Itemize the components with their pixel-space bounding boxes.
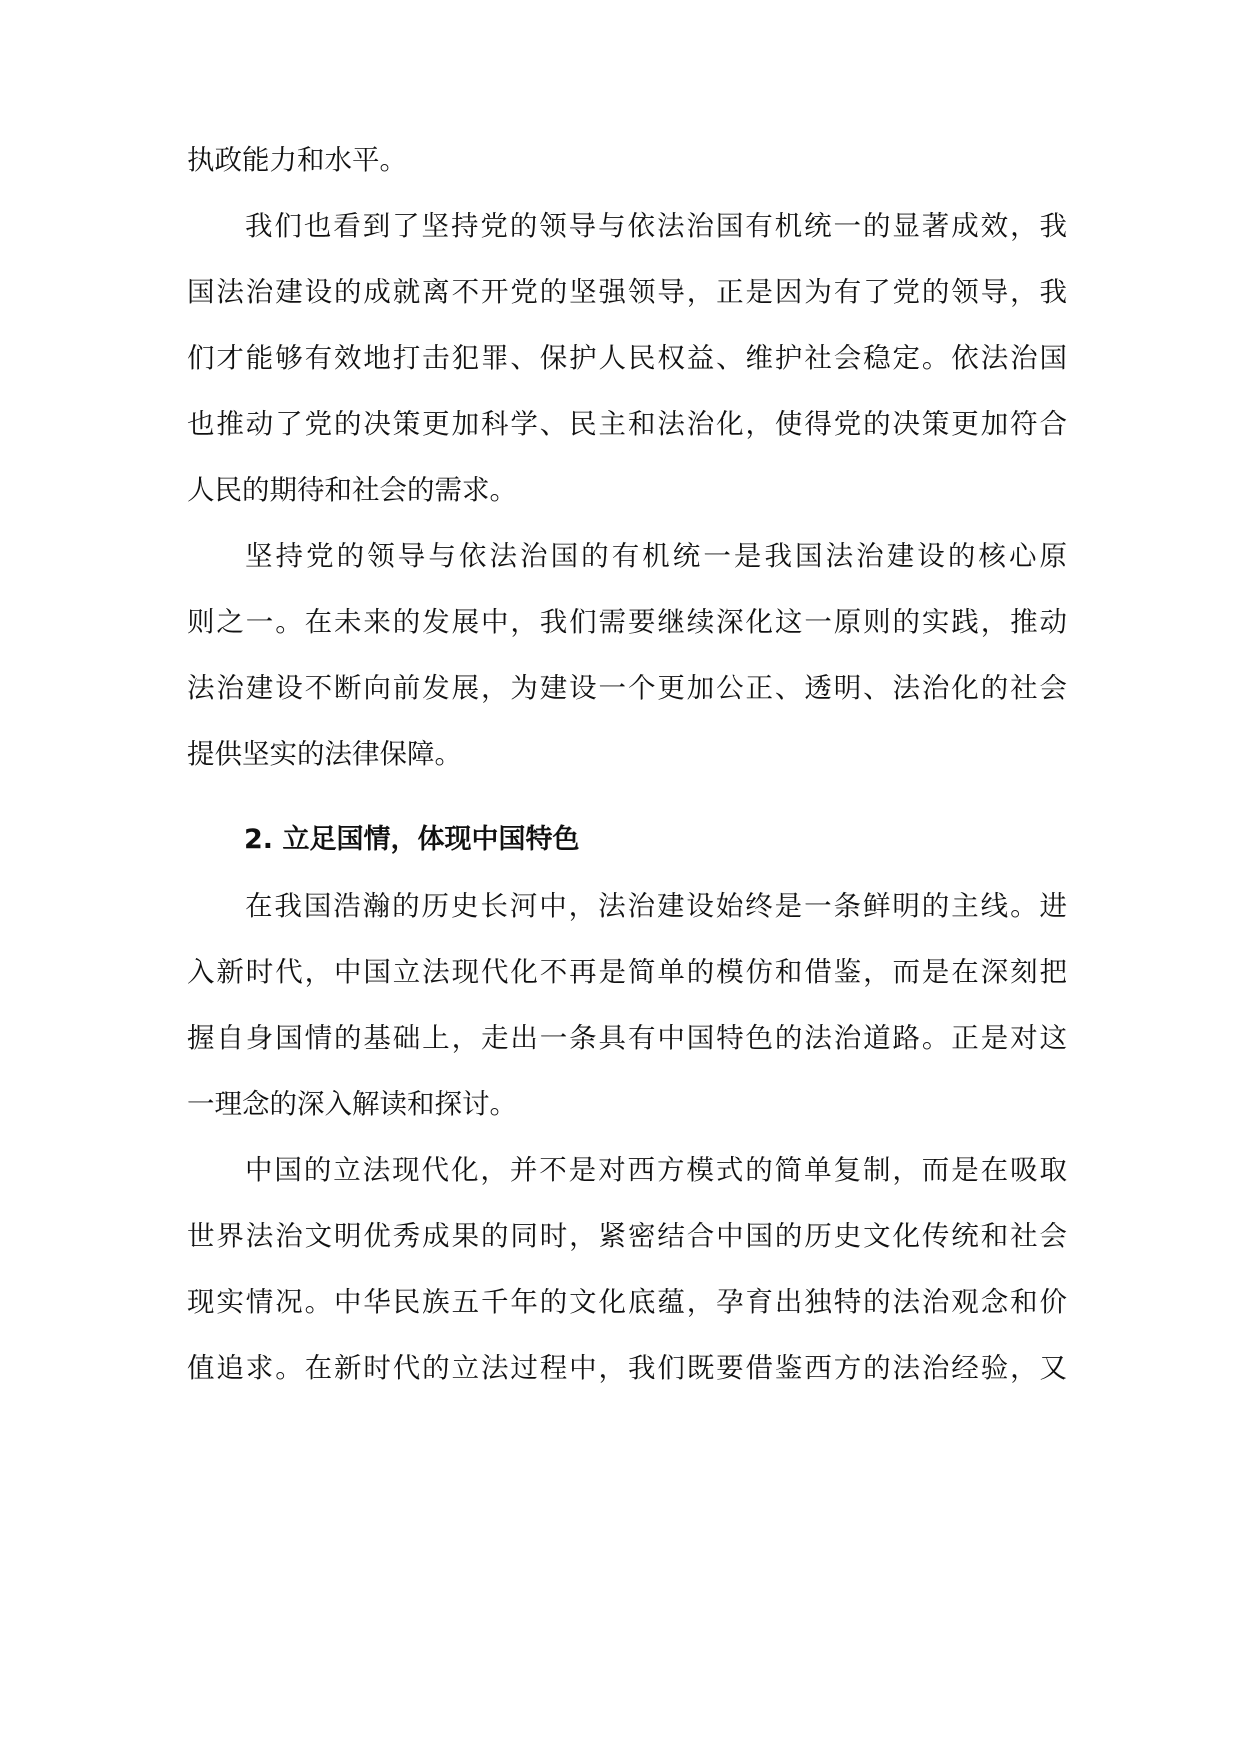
text-line: 人民的期待和社会的需求。 [187,474,517,506]
text-line: 们才能够有效地打击犯罪、保护人民权益、维护社会稳定。依法治国 [187,342,1067,374]
text-line: 一理念的深入解读和探讨。 [187,1088,517,1120]
text-line: 也推动了党的决策更加科学、民主和法治化，使得党的决策更加符合 [187,408,1067,440]
text-line: 国法治建设的成就离不开党的坚强领导，正是因为有了党的领导，我 [187,276,1067,308]
text-line: 执政能力和水平。 [187,144,407,176]
text-line: 入新时代，中国立法现代化不再是简单的模仿和借鉴，而是在深刻把 [187,956,1067,988]
text-line: 提供坚实的法律保障。 [187,738,462,770]
text-line: 我们也看到了坚持党的领导与依法治国有机统一的显著成效，我 [245,210,1067,242]
text-line: 坚持党的领导与依法治国的有机统一是我国法治建设的核心原 [245,540,1067,572]
text-line: 在我国浩瀚的历史长河中，法治建设始终是一条鲜明的主线。进 [245,890,1067,922]
section-heading: 2. 立足国情，体现中国特色 [244,824,580,855]
text-line: 中国的立法现代化，并不是对西方模式的简单复制，而是在吸取 [245,1154,1067,1186]
text-line: 则之一。在未来的发展中，我们需要继续深化这一原则的实践，推动 [187,606,1067,638]
text-line: 法治建设不断向前发展，为建设一个更加公正、透明、法治化的社会 [187,672,1067,704]
text-line: 现实情况。中华民族五千年的文化底蕴，孕育出独特的法治观念和价 [187,1286,1067,1318]
text-line: 握自身国情的基础上，走出一条具有中国特色的法治道路。正是对这 [187,1022,1067,1054]
text-line: 世界法治文明优秀成果的同时，紧密结合中国的历史文化传统和社会 [187,1220,1067,1252]
text-line: 值追求。在新时代的立法过程中，我们既要借鉴西方的法治经验，又 [187,1352,1067,1384]
